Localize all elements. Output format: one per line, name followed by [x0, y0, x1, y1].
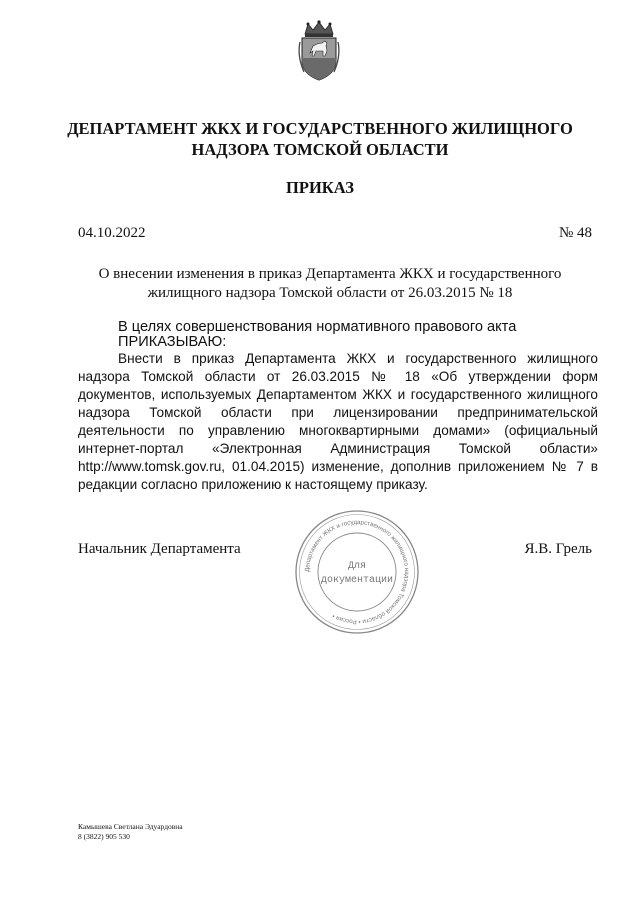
- executor-name: Камышева Светлана Эдуардовна: [78, 822, 183, 831]
- order-keyword: ПРИКАЗЫВАЮ:: [118, 334, 227, 350]
- document-number: № 48: [558, 225, 592, 241]
- department-name-line-1: ДЕПАРТАМЕНТ ЖКХ И ГОСУДАРСТВЕННОГО ЖИЛИЩНОГО: [67, 119, 573, 138]
- seal-center-line-1: Для: [347, 561, 367, 572]
- document-type-title: ПРИКАЗ: [286, 178, 354, 197]
- signer-name: Я.В. Грель: [524, 541, 592, 557]
- subject-line-2: жилищного надзора Томской области от 26.03.2015 № 18: [147, 285, 513, 301]
- tomsk-region-coat-of-arms-icon: [296, 20, 342, 82]
- seal-ring-text: Департамент ЖКХ и государственного жилищного надзора Томской области • Россия •: [303, 518, 411, 626]
- official-seal-stamp: [293, 508, 421, 636]
- department-name-line-2: НАДЗОРА ТОМСКОЙ ОБЛАСТИ: [191, 140, 449, 159]
- executor-phone: 8 (3822) 905 530: [78, 832, 130, 841]
- purpose-statement: В целях совершенствования нормативного правового акта: [118, 319, 517, 335]
- signer-position: Начальник Департамента: [78, 541, 241, 557]
- subject-line-1: О внесении изменения в приказ Департамента ЖКХ и государственного: [98, 266, 562, 282]
- seal-center-line-2: документации: [320, 575, 394, 586]
- order-body-text: Внести в приказ Департамента ЖКХ и государственного жилищного надзора Томской области от 26.03.2015 № 18 «Об утверждении форм документов, используемых Департаментом ЖКХ и государственного жилищного надзора Томской области при лицензировании предпринимательской деятельности по управлению многоквартирными домами» (официальный интернет-портал «Электронная Администрация Томской области» http://www.tomsk.gov.ru, 01.04.2015) изменение, дополнив приложением № 7 в редакции согласно приложению к настоящему приказу.: [78, 351, 598, 492]
- document-date: 04.10.2022: [78, 225, 146, 241]
